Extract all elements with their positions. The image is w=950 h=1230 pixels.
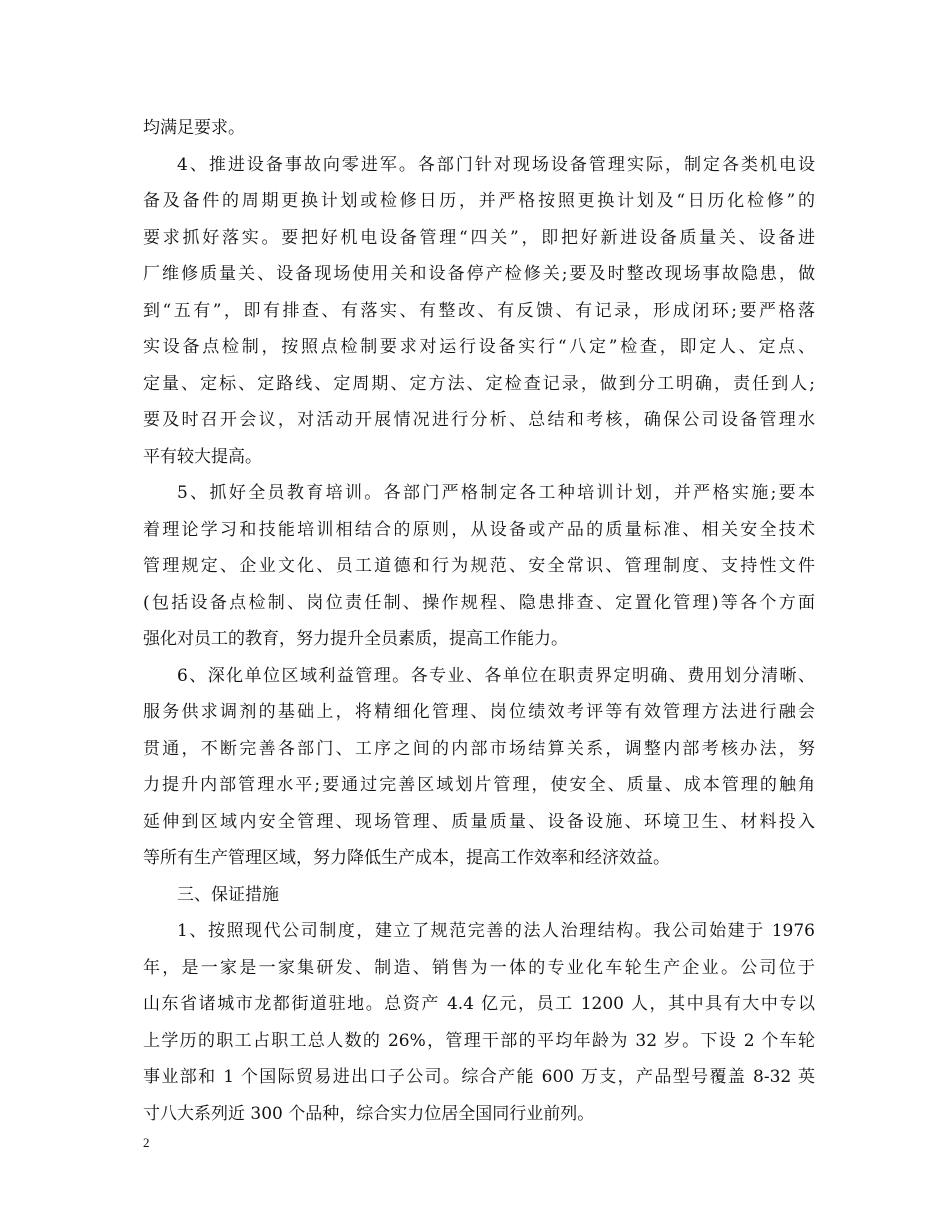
text-line: 延伸到区域内安全管理、现场管理、质量质量、设备设施、环境卫生、材料投入 (143, 811, 815, 832)
text-line: 实设备点检制，按照点检制要求对运行设备实行“八定”检查，即定人、定点、 (143, 337, 815, 357)
text-line: 年，是一家是一家集研发、制造、销售为一体的专业化车轮生产企业。公司位于 (143, 957, 815, 978)
text-line: 事业部和 1 个国际贸易进出口子公司。综合产能 600 万支，产品型号覆盖 8-32 英 (143, 1067, 815, 1087)
text-line: 厂维修质量关、设备现场使用关和设备停产检修关;要及时整改现场事故隐患，做 (143, 264, 815, 284)
text-line: 要及时召开会议，对活动开展情况进行分析、总结和考核，确保公司设备管理水 (143, 410, 815, 430)
text-line: 服务供求调剂的基础上，将精细化管理、岗位绩效考评等有效管理方法进行融会 (143, 702, 815, 722)
text-line: 定量、定标、定路线、定周期、定方法、定检查记录，做到分工明确，责任到人; (143, 373, 815, 394)
text-line: 贯通，不断完善各部门、工序之间的内部市场结算关系，调整内部考核办法，努 (143, 738, 815, 759)
text-line: 山东省诸城市龙都街道驻地。总资产 4.4 亿元，员工 1200 人，其中具有大中专以 (143, 994, 815, 1014)
text-line: 备及备件的周期更换计划或检修日历，并严格按照更换计划及“日历化检修”的 (143, 191, 815, 211)
text-line: 等所有生产管理区域，努力降低生产成本，提高工作效率和经济效益。 (143, 848, 670, 868)
text-line: 上学历的职工占职工总人数的 26%，管理干部的平均年龄为 32 岁。下设 2 个车轮 (143, 1030, 815, 1051)
text-line: 5、抓好全员教育培训。各部门严格制定各工种培训计划，并严格实施;要本 (177, 483, 815, 503)
text-line: 6、深化单位区域利益管理。各专业、各单位在职责界定明确、费用划分清晰、 (177, 665, 815, 686)
text-line: 着理论学习和技能培训相结合的原则，从设备或产品的质量标准、相关安全技术 (143, 519, 815, 540)
text-line: 均满足要求。 (143, 118, 245, 138)
text-line: 强化对员工的教育，努力提升全员素质，提高工作能力。 (143, 629, 568, 649)
text-line: 要求抓好落实。要把好机电设备管理“四关”，即把好新进设备质量关、设备进 (143, 227, 815, 248)
text-line: 管理规定、企业文化、员工道德和行为规范、安全常识、管理制度、支持性文件 (143, 556, 815, 576)
text-line: 力提升内部管理水平;要通过完善区域划片管理，使安全、质量、成本管理的触角 (143, 775, 815, 795)
text-line: 1、按照现代公司制度，建立了规范完善的法人治理结构。我公司始建于 1976 (177, 921, 815, 941)
text-line: 寸八大系列近 300 个品种，综合实力位居全国同行业前列。 (143, 1103, 595, 1124)
text-line: (包括设备点检制、岗位责任制、操作规程、隐患排查、定置化管理)等各个方面 (143, 592, 815, 613)
page-number: 2 (143, 1135, 150, 1150)
text-line: 到“五有”，即有排查、有落实、有整改、有反馈、有记录，形成闭环;要严格落 (143, 300, 815, 321)
document-body (143, 110, 815, 1132)
text-line: 平有较大提高。 (143, 446, 262, 467)
section-heading: 三、保证措施 (177, 884, 279, 905)
text-line: 4、推进设备事故向零进军。各部门针对现场设备管理实际，制定各类机电设 (177, 154, 815, 175)
